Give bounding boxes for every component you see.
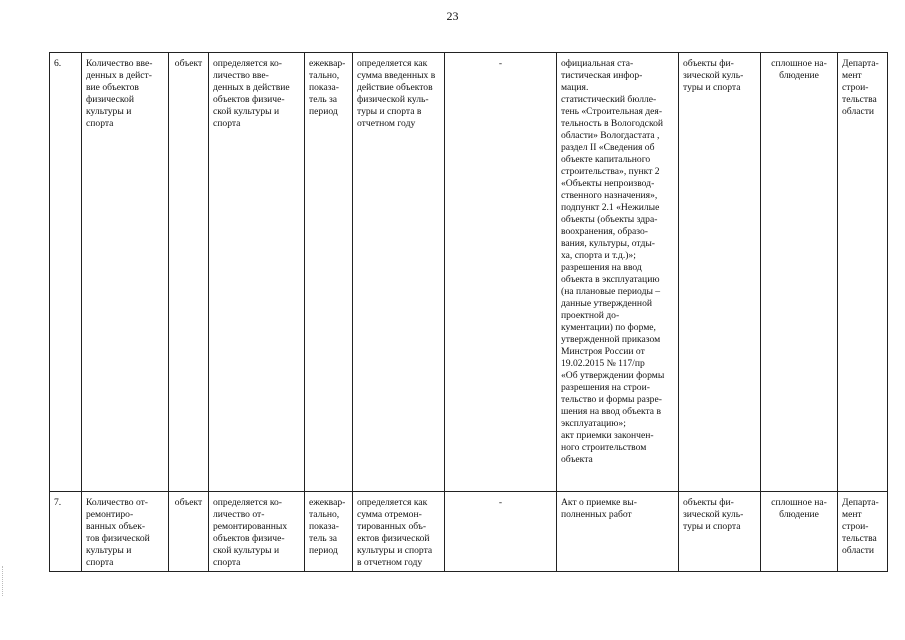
collection-method: сплошное на- блюдение bbox=[761, 53, 838, 492]
periodicity: ежеквар- тально, показа- тель за период bbox=[305, 53, 353, 492]
periodicity: ежеквар- тально, показа- тель за период bbox=[305, 492, 353, 572]
calculation-method: определяется как сумма отремон- тированных объ- ектов физической культуры и спорта в отчетном году bbox=[353, 492, 445, 572]
data-source: официальная ста- тистическая инфор- мация. статистический бюлле- тень «Строительная дея- тельность в Вологодской области» Вологдастата , раздел II «Сведения об объекте капитального строительства», пункт 2 «Объекты непроизвод- ственного назначения», подпункт 2.1 «Нежилые объекты (объекты здра- воохранения, образо- вания, культуры, отды- ха, спорта и т.д.)»; разрешения на ввод объекта в эксплуатацию (на плановые периоды – данные утвержденной проектной до- кументации) по форме, утвержденной приказом Минстроя России от 19.02.2015 № 117/пр «Об утверждении формы разрешения на строи- тельство и формы разре- шения на ввод объекта в эксплуатацию»; акт приемки закончен- ного строительством объекта bbox=[557, 53, 679, 492]
scan-edge-marks bbox=[2, 566, 6, 596]
unit-of-measure: объект bbox=[169, 492, 209, 572]
row-number: 6. bbox=[50, 53, 82, 492]
indicator-name: Количество от- ремонтиро- ванных объек- тов физической культуры и спорта bbox=[82, 492, 169, 572]
page-number: 23 bbox=[446, 9, 459, 23]
indicator-name: Количество вве- денных в дейст- вие объектов физической культуры и спорта bbox=[82, 53, 169, 492]
basic-indicators: - bbox=[445, 53, 557, 492]
observation-object: объекты фи- зической куль- туры и спорта bbox=[679, 53, 761, 492]
indicator-definition: определяется ко- личество вве- денных в действие объектов физиче- ской культуры и спорта bbox=[209, 53, 305, 492]
unit-of-measure: объект bbox=[169, 53, 209, 492]
data-source: Акт о приемке вы- полненных работ bbox=[557, 492, 679, 572]
collection-method: сплошное на- блюдение bbox=[761, 492, 838, 572]
row-number: 7. bbox=[50, 492, 82, 572]
basic-indicators: - bbox=[445, 492, 557, 572]
responsible-body: Департа- мент строи- тельства области bbox=[838, 53, 888, 492]
indicators-table bbox=[49, 52, 888, 572]
indicator-definition: определяется ко- личество от- ремонтированных объектов физиче- ской культуры и спорта bbox=[209, 492, 305, 572]
observation-object: объекты фи- зической куль- туры и спорта bbox=[679, 492, 761, 572]
calculation-method: определяется как сумма введенных в действие объектов физической куль- туры и спорта в отчетном году bbox=[353, 53, 445, 492]
table-row bbox=[50, 492, 888, 572]
responsible-body: Департа- мент строи- тельства области bbox=[838, 492, 888, 572]
table-row bbox=[50, 53, 888, 492]
